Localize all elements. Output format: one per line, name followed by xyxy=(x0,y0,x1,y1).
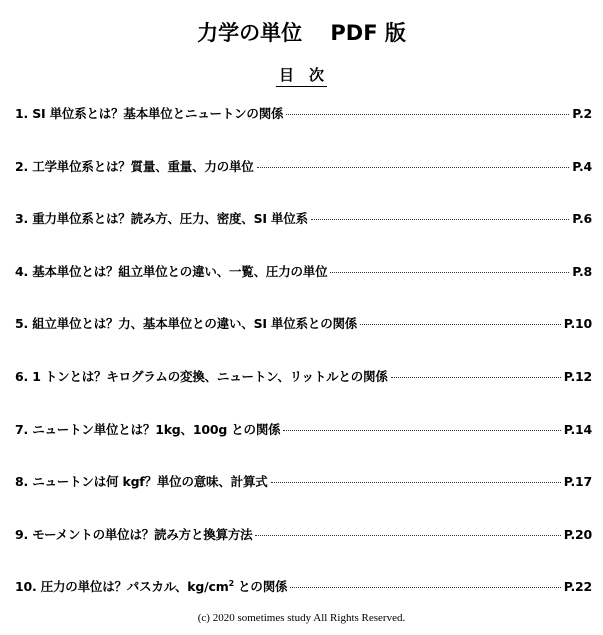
toc-entry-label: 4. 基本単位とは？組立単位との違い、一覧、圧力の単位 xyxy=(15,263,328,279)
toc-entry-label: 6. 1 トンとは？キログラムの変換、ニュートン、リットルとの関係 xyxy=(15,368,388,384)
toc-entry[interactable] xyxy=(15,209,592,245)
toc-entry-label: 7. ニュートン単位とは？1kg、100g との関係 xyxy=(15,421,281,437)
toc-entry-label: 2. 工学単位系とは？質量、重量、力の単位 xyxy=(15,158,254,174)
toc-entry-label: 8. ニュートンは何 kgf？単位の意味、計算式 xyxy=(15,474,268,490)
toc-entry-page: P.12 xyxy=(563,368,592,384)
toc-entry-label: 1. SI 単位系とは？基本単位とニュートンの関係 xyxy=(15,106,284,121)
toc-entry-label: 9. モーメントの単位は？読み方と換算方法 xyxy=(15,526,253,542)
table-of-contents xyxy=(15,104,592,630)
toc-dot-leader xyxy=(271,482,561,483)
toc-entry-page: P.8 xyxy=(572,263,592,279)
toc-entry[interactable] xyxy=(15,577,592,613)
toc-entry-page: P.4 xyxy=(572,158,592,174)
toc-heading xyxy=(0,64,603,87)
toc-entry-page: P.22 xyxy=(563,579,592,595)
toc-dot-leader xyxy=(286,114,569,115)
toc-entry[interactable] xyxy=(15,262,592,298)
toc-entry-page: P.10 xyxy=(563,316,592,332)
toc-dot-leader xyxy=(255,535,560,536)
document-title: 力学の単位 PDF 版 xyxy=(197,21,406,45)
superscript: 2 xyxy=(228,579,234,589)
toc-entry[interactable] xyxy=(15,367,592,403)
toc-entry[interactable] xyxy=(15,420,592,456)
toc-entry[interactable] xyxy=(15,525,592,561)
toc-dot-leader xyxy=(290,587,560,588)
toc-entry-page: P.20 xyxy=(563,526,592,542)
toc-entry-label: 3. 重力単位系とは？読み方、圧力、密度、SI 単位系 xyxy=(15,211,308,227)
toc-heading-text: 目 次 xyxy=(276,64,327,87)
toc-entry[interactable] xyxy=(15,157,592,193)
toc-entry-label xyxy=(15,577,287,595)
toc-entry-label-tail: との関係 xyxy=(233,579,288,595)
toc-entry-page: P.2 xyxy=(572,106,592,121)
toc-entry-label-main: 10. 圧力の単位は？パスカル、kg/cm xyxy=(15,579,229,595)
toc-dot-leader xyxy=(360,324,561,325)
toc-dot-leader xyxy=(311,219,569,220)
copyright-footer: (c) 2020 sometimes study All Rights Reserved. xyxy=(197,612,406,624)
toc-entry-page: P.6 xyxy=(572,211,592,227)
toc-entry-page: P.17 xyxy=(563,474,592,490)
toc-entry-label: 5. 組立単位とは？力、基本単位との違い、SI 単位系との関係 xyxy=(15,316,358,332)
toc-dot-leader xyxy=(330,272,569,273)
toc-dot-leader xyxy=(283,430,560,431)
toc-entry-page: P.14 xyxy=(563,421,592,437)
toc-entry[interactable] xyxy=(15,104,592,140)
toc-entry[interactable] xyxy=(15,472,592,508)
toc-entry[interactable] xyxy=(15,314,592,350)
toc-dot-leader xyxy=(391,377,561,378)
toc-dot-leader xyxy=(257,167,570,168)
